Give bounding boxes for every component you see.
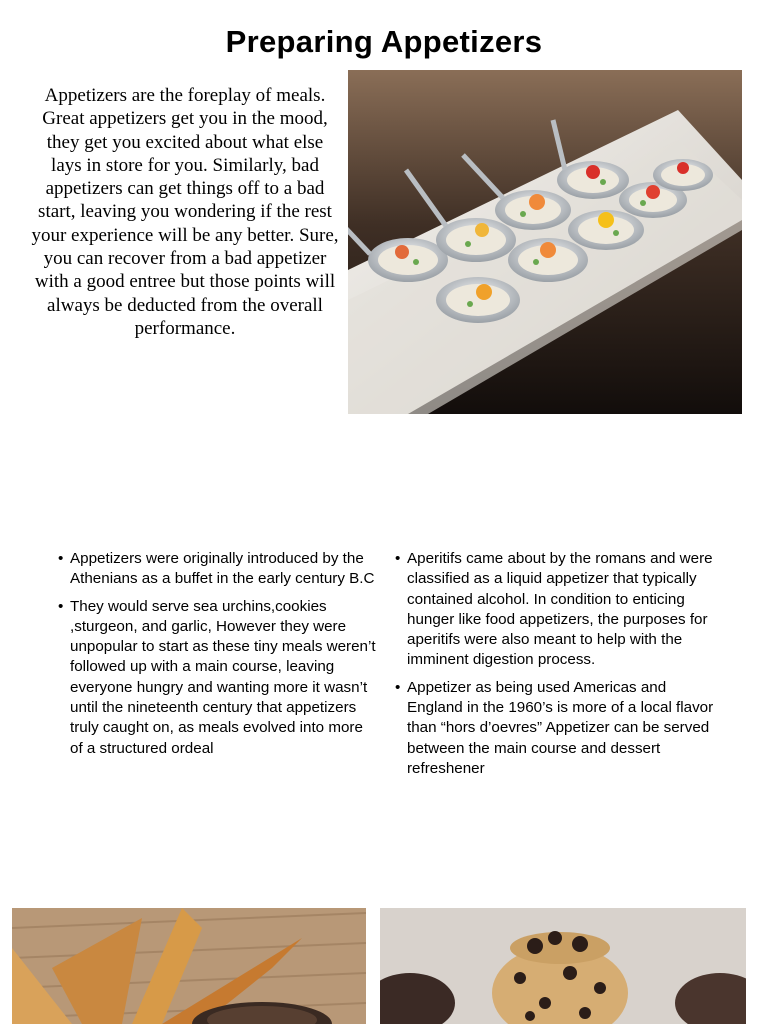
bullet-list-right xyxy=(395,549,720,786)
list-item: • Appetizers were originally introduced by the Athenians as a buffet in the early century B.C xyxy=(58,549,378,590)
intro-paragraph: Appetizers are the foreplay of meals. Great appetizers get you in the mood, they get you excited about what else lays in store for you. Similarly, bad appetizers can get things off to a bad start, leaving you wondering if the rest your experience will be any better. Sure, you can recover from a bad appetizer with a good entree but those points will always be deducted from the overall performance. xyxy=(31,85,339,339)
bullet-list-left xyxy=(58,549,378,766)
list-item: • They would serve sea urchins,cookies ,sturgeon, and garlic, However they were unpopular to start as these tiny meals weren’t followed up with a main course, leaving everyone hungry and wanting more it wasn’t until the nineteenth century that appetizers truly caught on, as meals evolved into more of a structured ordeal xyxy=(58,597,378,759)
appetizer-spoons-photo xyxy=(348,70,742,414)
list-item: • Appetizer as being used Americas and England in the 1960’s is more of a local flavor than “hors d’oevres” Appetizer can be served between the main course and dessert refreshener xyxy=(395,678,720,779)
flatbread-photo xyxy=(12,908,366,1024)
list-item: • Aperitifs came about by the romans and were classified as a liquid appetizer that typically contained alcohol. In condition to enticing hunger like food appetizers, the purposes for aperitifs were also meant to help with the imminent digestion process. xyxy=(395,549,720,671)
cookie-photo xyxy=(380,908,746,1024)
page-title: Preparing Appetizers xyxy=(225,24,543,59)
